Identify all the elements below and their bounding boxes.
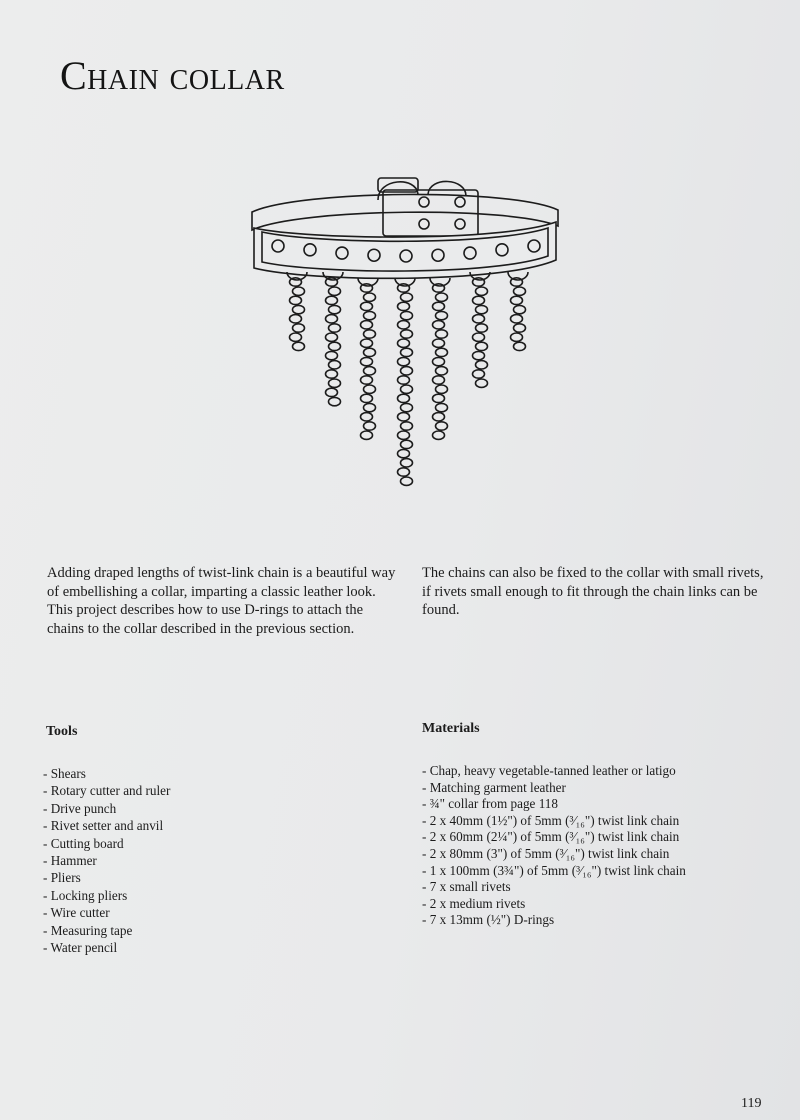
page-title: Chain collar: [60, 53, 285, 98]
intro-right-paragraph: The chains can also be fixed to the collar with small rivets, if rivets small enough to fit through the chain links can be found.: [422, 565, 764, 618]
materials-item: - 2 x medium rivets: [422, 895, 526, 911]
tools-item: - Drive punch: [43, 800, 117, 816]
materials-item: - 1 x 100mm (3¾") of 5mm (³⁄₁₆") twist link chain: [422, 862, 686, 878]
tools-item: - Wire cutter: [43, 905, 110, 921]
materials-item: - ¾" collar from page 118: [422, 796, 558, 812]
tools-item: - Locking pliers: [43, 887, 128, 903]
materials-item: - 7 x small rivets: [422, 879, 511, 895]
page-number: 119: [741, 1096, 762, 1111]
materials-item: - 2 x 40mm (1½") of 5mm (³⁄₁₆") twist link chain: [422, 812, 680, 828]
materials-item: - 7 x 13mm (½") D-rings: [422, 912, 555, 928]
intro-left-paragraph: Adding draped lengths of twist-link chain is a beautiful way of embellishing a collar, imparting a classic leather look. This project describes how to use D-rings to attach the chains to the collar described in the previous section.: [47, 565, 396, 637]
materials-item: - Matching garment leather: [422, 779, 566, 795]
materials-item: - Chap, heavy vegetable-tanned leather or latigo: [422, 763, 676, 778]
tools-list: [43, 765, 170, 956]
tools-item: - Shears: [43, 766, 86, 781]
tools-item: - Pliers: [43, 870, 81, 886]
materials-heading: Materials: [422, 721, 480, 736]
tools-item: - Hammer: [43, 853, 97, 869]
tools-item: - Rivet setter and anvil: [43, 818, 164, 834]
tools-item: - Cutting board: [43, 835, 124, 851]
materials-item: - 2 x 60mm (2¼") of 5mm (³⁄₁₆") twist link chain: [422, 829, 680, 845]
tools-heading: Tools: [46, 724, 78, 739]
materials-list: [422, 763, 686, 929]
tools-item: - Water pencil: [43, 940, 118, 956]
tools-item: - Rotary cutter and ruler: [43, 783, 171, 799]
materials-item: - 2 x 80mm (3") of 5mm (³⁄₁₆") twist link chain: [422, 845, 670, 861]
chain-collar-illustration: [240, 172, 570, 517]
tools-item: - Measuring tape: [43, 922, 133, 938]
